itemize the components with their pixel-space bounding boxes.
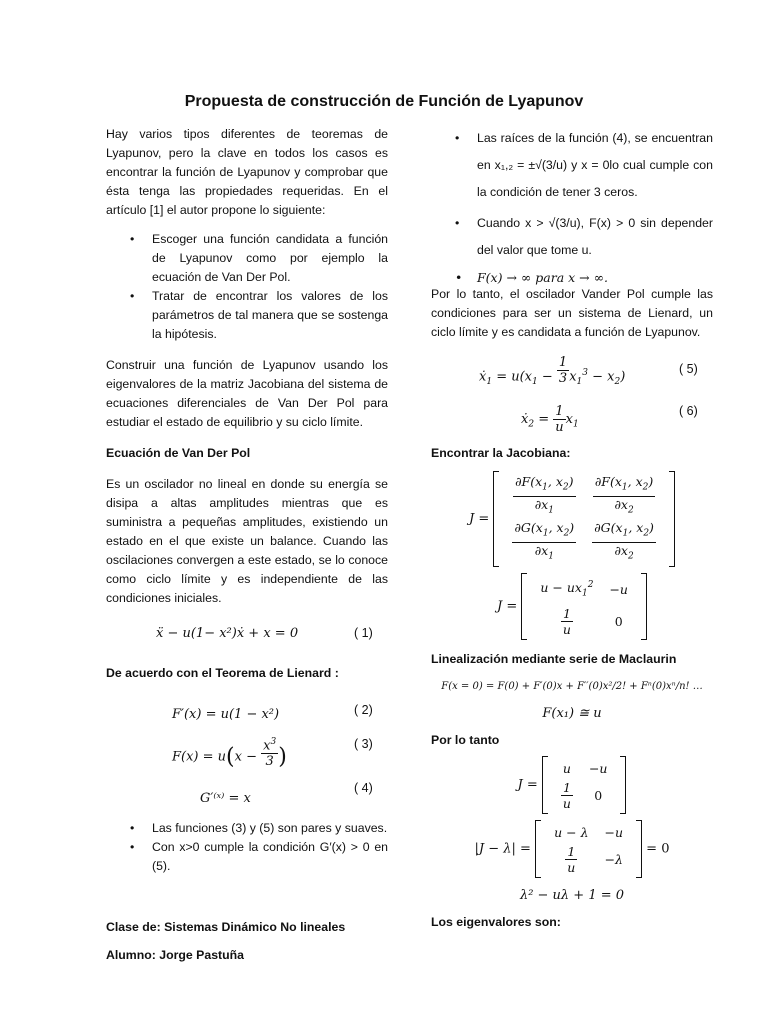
paragraph-lienard-conclusion: Por lo tanto, el oscilador Vander Pol cumple las condiciones para ser un sistema de Lienard, un ciclo límite y es candidata a función de Lyapunov. [431,287,713,339]
equation-6-body: ẋ$_2$ = $\frac{1}{u}$ $x_1$ [521,404,579,435]
eigenvalues-heading: Los eigenvalores son: [431,914,561,929]
equation-2-number: ( 2) [354,703,373,717]
left-column [106,125,388,876]
jacobian-evaluated: J = $u - ux_1^2$ −u $\frac{1}{u}$ 0 [431,573,713,640]
right-column [431,125,713,291]
bullet-list-3 [431,125,713,291]
maclaurin-series: F(x = 0) = F(0) + F′(0)x + F′′(0)x²/2! + Fⁿ(0)xⁿ/n! … [441,680,703,692]
list-item: • Cuando x > √(3/u), F(x) > 0 sin depender del valor que tome u. [477,210,713,264]
list-item: • Las raíces de la función (4), se encuentran en x₁,₂ = ±√(3/u) y x = 0lo cual cumple con la condición de tener 3 ceros. [477,125,713,206]
equation-5-body: ẋ$_1$ = $u(x_1$ − $\frac{1}{3}$ $x_1^3 - x_2$) [479,355,626,387]
equation-3-number: ( 3) [354,737,373,751]
approximation: F(x₁) ≅ u [542,705,602,721]
list-item: • Tratar de encontrar los valores de los parámetros de tal manera que se sostenga la hipótesis. [152,287,388,344]
paragraph-oscillator: Es un oscilador no lineal en donde su energía se disipa a altas amplitudes mientras que es suministra a pequeñas amplitudes, existiendo un estado en el que existe un balance. Cuando las oscilaciones convergen a este estado, se lo conoce como ciclo límite y es independiente de las condiciones iniciales. [106,477,388,605]
jacobian-linearized: J = u −u $\frac{1}{u}$ 0 [431,756,713,814]
characteristic-equation: λ² − uλ + 1 = 0 [519,887,625,903]
paragraph-eigen: Construir una función de Lyapunov usando los eigenvalores de la matriz Jacobiana del sistema de ecuaciones diferenciales de Van Der Pol para estudiar el estado de equilibrio y su ciclo límite. [106,358,388,429]
jacobian-heading: Encontrar la Jacobiana: [431,446,571,460]
lienard-heading: De acuerdo con el Teorema de Lienard : [106,666,339,680]
page-title: Propuesta de construcción de Función de Lyapunov [184,93,584,110]
equation-4-number: ( 4) [354,781,373,795]
bullet-list-1 [106,230,388,344]
equation-4-body: G′⁽ˣ⁾ = x [200,791,251,806]
characteristic-matrix: |J − λ| = u − λ −u $\frac{1}{u}$ −λ = 0 [431,820,713,878]
equation-2 [106,701,388,729]
equation-2-body: F′(x) = u(1 − x²) [172,707,280,722]
equation-3-lhs: F(x) = u [172,749,227,765]
list-item: • Las funciones (3) y (5) son pares y suaves. [152,819,388,838]
intro-paragraph: Hay varios tipos diferentes de teoremas de Lyapunov, pero la clave en todos los casos es encontrar la función de Lyapunov y comprobar que ésta tenga las propiedades requeridas. En el artículo [1] el autor propone lo siguiente: [106,127,388,217]
list-item: • Escoger una función candidata a función de Lyapunov como por ejemplo la ecuación de Van Der Pol. [152,230,388,287]
list-item: • F(x) → ∞ para x → ∞. [477,264,713,291]
maclaurin-heading: Linealización mediante serie de Maclaurin [431,651,677,666]
equation-3 [106,735,388,779]
por-lo-tanto-label: Por lo tanto [431,732,500,747]
equation-1-body: ẍ − u(1− x²)ẋ + x = 0 [156,626,299,641]
equation-4 [106,779,388,809]
equation-3-body: F(x) = u(x − $\frac{x^3}{3}$ ) [172,737,287,770]
equation-6 [431,402,713,442]
equation-5-number: ( 5) [679,362,698,376]
student-label: Alumno: Jorge Pastuña [106,948,245,962]
bullet-list-2 [106,819,388,876]
jacobian-general: J = $\frac{\partial F(x_1, x_2)}{\partial x_1}$ $\frac{\partial F(x_1, x_2)}{\partial x_2}$ $\frac{\partial G(x_1, x_2)}{\partial x_1}$ $\frac{\partial G(x_1, x_2)}{\partial x_2}$ [431,471,713,567]
section-heading-vdp: Ecuación de Van Der Pol [106,446,251,460]
equation-6-number: ( 6) [679,404,698,418]
list-item: • Con x>0 cumple la condición G′(x) > 0 en (5). [152,838,388,876]
right-body [431,285,713,932]
equation-1-number: ( 1) [354,626,373,640]
equation-1 [106,624,388,650]
course-label: Clase de: Sistemas Dinámico No lineales [106,920,346,934]
equation-5 [431,355,713,398]
